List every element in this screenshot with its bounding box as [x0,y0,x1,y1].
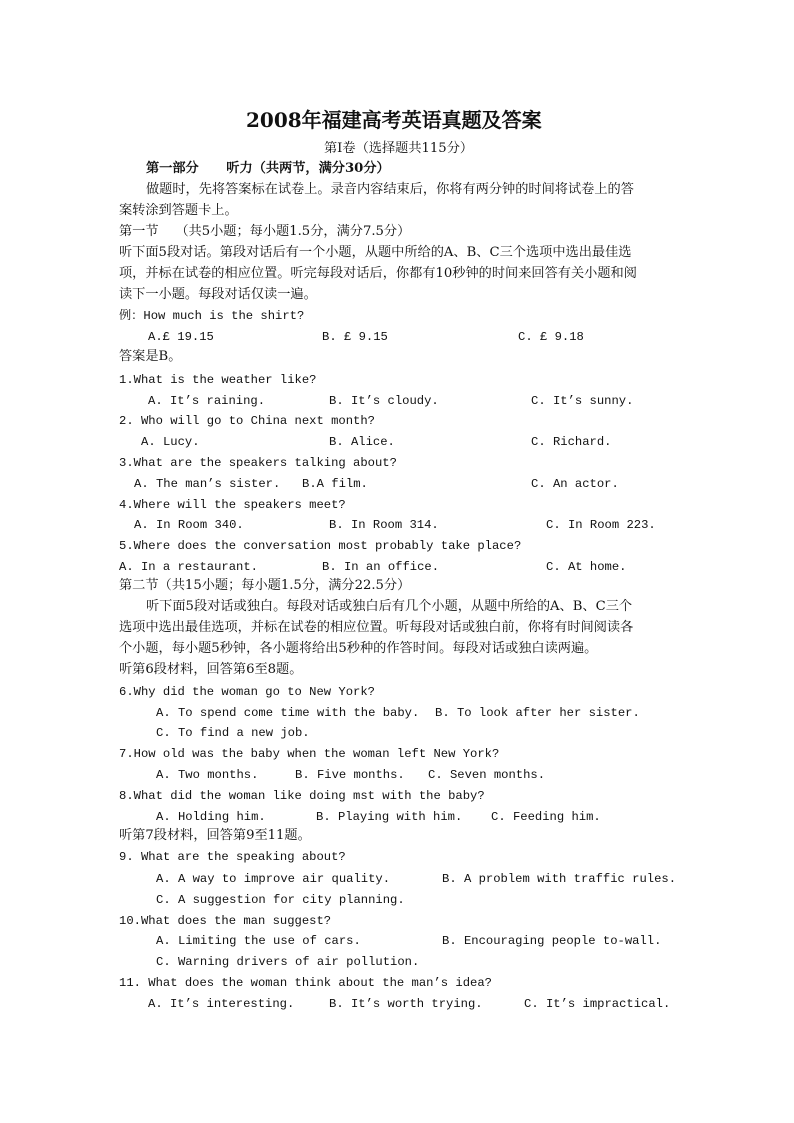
q5-option-b: B. In an office. [322,560,440,574]
question-10: 10.What does the man suggest? [119,914,332,928]
section2-instruction: 听下面5段对话或独白。每段对话或独白后有几个小题，从题中所给的A、B、C三个 [146,599,633,614]
question-1: 1.What is the weather like? [119,373,317,387]
q2-option-a: A. Lucy. [141,435,200,449]
q4-option-c: C. In Room 223. [546,518,656,532]
section1-header: 第一节 （共5小题；每小题1.5分，满分7.5分） [119,224,411,239]
question-3: 3.What are the speakers talking about? [119,456,397,470]
q9-option-a: A. A way to improve air quality. [156,872,391,886]
q11-option-a: A. It’s interesting. [148,997,295,1011]
q8-option-c: C. Feeding him. [491,810,601,824]
material-6-header: 听第6段材料，回答第6至8题。 [119,662,303,677]
example-answer: 答案是B。 [119,349,182,364]
q7-option-a: A. Two months. [156,768,259,782]
example-option-b: B. £ 9.15 [322,330,388,344]
material-7-header: 听第7段材料，回答第9至11题。 [119,828,311,843]
section2-header: 第二节（共15小题；每小题1.5分，满分22.5分） [119,578,411,593]
q1-option-b: B. It’s cloudy. [329,394,439,408]
q6-option-c: C. To find a new job. [156,726,310,740]
q2-option-c: C. Richard. [531,435,612,449]
q7-option-b: B. Five months. [295,768,405,782]
q5-option-a: A. In a restaurant. [119,560,258,574]
q3-option-b: B.A film. [302,477,368,491]
q2-option-b: B. Alice. [329,435,395,449]
q10-option-c: C. Warning drivers of air pollution. [156,955,420,969]
instruction-line: 案转涂到答题卡上。 [119,203,238,218]
q8-option-b: B. Playing with him. [316,810,463,824]
instruction-line: 做题时，先将答案标在试卷上。录音内容结束后，你将有两分钟的时间将试卷上的答 [146,182,634,197]
q1-option-a: A. It’s raining. [148,394,266,408]
q5-option-c: C. At home. [546,560,627,574]
q7-option-c: C. Seven months. [428,768,546,782]
q6-option-a: A. To spend come time with the baby. [156,706,420,720]
question-8: 8.What did the woman like doing mst with the baby? [119,789,485,803]
q3-option-c: C. An actor. [531,477,619,491]
question-7: 7.How old was the baby when the woman left New York? [119,747,500,761]
q1-option-c: C. It’s sunny. [531,394,634,408]
question-2: 2. Who will go to China next month? [119,414,375,428]
q9-option-c: C. A suggestion for city planning. [156,893,405,907]
q9-option-b: B. A problem with traffic rules. [442,872,677,886]
section2-instruction: 个小题，每小题5秒钟，各小题将给出5秒种的作答时间。每段对话或独白读两遍。 [119,641,598,656]
q6-option-b: B. To look after her sister. [435,706,640,720]
q11-option-c: C. It’s impractical. [524,997,671,1011]
page-title: 2008年福建高考英语真题及答案 [246,108,542,132]
q10-option-b: B. Encouraging people to-wall. [442,934,662,948]
part1-header: 第一部分 听力（共两节，满分30分） [146,161,390,176]
q8-option-a: A. Holding him. [156,810,266,824]
q10-option-a: A. Limiting the use of cars. [156,934,361,948]
section2-instruction: 选项中选出最佳选项，并标在试卷的相应位置。听每段对话或独白前，你将有时间阅读各 [119,620,634,635]
q3-option-a: A. The man’s sister. [134,477,281,491]
section1-instruction: 项，并标在试卷的相应位置。听完每段对话后，你都有10秒钟的时间来回答有关小题和阅 [119,266,637,281]
q4-option-a: A. In Room 340. [134,518,244,532]
q4-option-b: B. In Room 314. [329,518,439,532]
question-6: 6.Why did the woman go to New York? [119,685,375,699]
section1-instruction: 听下面5段对话。第段对话后有一个小题，从题中所给的A、B、C三个选项中选出最佳选 [119,245,632,260]
volume-header: 第Ⅰ卷（选择题共115分） [324,141,474,156]
question-11: 11. What does the woman think about the man’s idea? [119,976,492,990]
section1-instruction: 读下一小题。每段对话仅读一遍。 [119,287,317,302]
question-9: 9. What are the speaking about? [119,850,346,864]
q11-option-b: B. It’s worth trying. [329,997,483,1011]
question-4: 4.Where will the speakers meet? [119,498,346,512]
question-5: 5.Where does the conversation most probably take place? [119,539,522,553]
example-option-c: C. £ 9.18 [518,330,584,344]
example-question: 例：How much is the shirt? [119,309,305,323]
example-option-a: A.£ 19.15 [148,330,214,344]
